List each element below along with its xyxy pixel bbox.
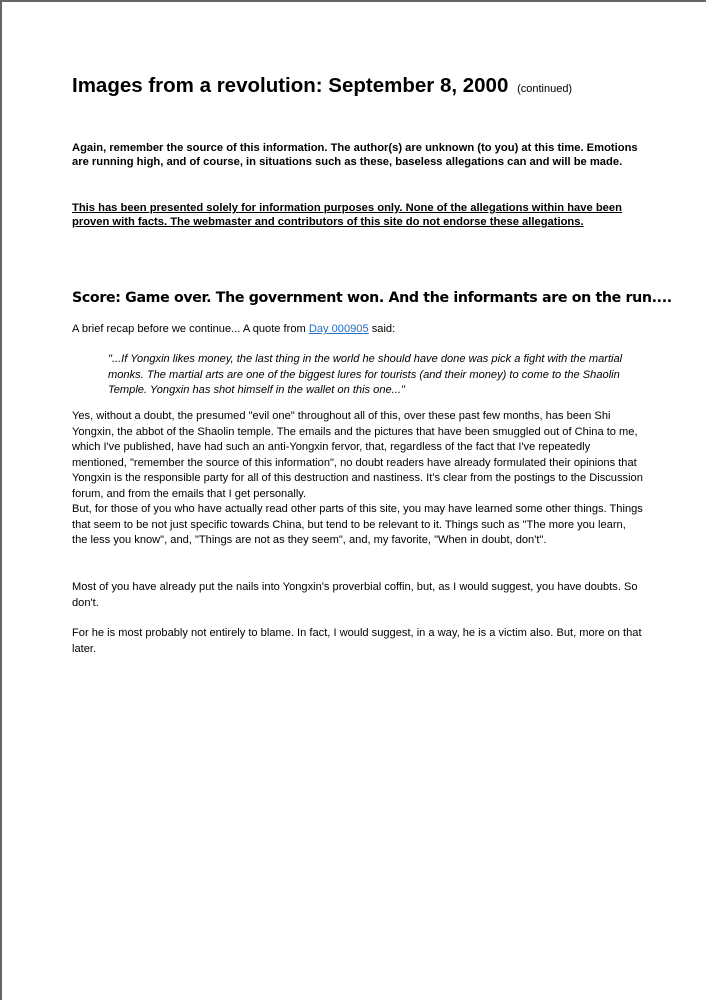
body-paragraph-3: Most of you have already put the nails into Yongxin's proverbial coffin, but, as I would suggest, you have doubts. So don't. (72, 581, 638, 609)
section-heading: Score: Game over. The government won. And the informants are on the run.... (72, 290, 672, 306)
source-warning: Again, remember the source of this information. The author(s) are unknown (to you) at this time. Emotions are running high, and of course, in situations such as these, baseless allegations can and will be made. (72, 142, 638, 168)
day-000905-link[interactable]: Day 000905 (308, 323, 369, 335)
body-paragraph-1: Yes, without a doubt, the presumed "evil one" throughout all of this, over these past few months, has been Shi Yongxin, the abbot of the Shaolin temple. The emails and the pictures that have been smuggled out of China to me, which I've published, have had such an anti-Yongxin fervor, that, regardless of the fact that I've repeatedly mentioned, "remember the source of this information", no doubt readers have already formulated their opinions that Yongxin is the responsible party for all of this destruction and nastiness. It's clear from the postings to the Discussion forum, and from the emails that I get personally. (72, 410, 643, 500)
page-title-suffix: (continued) (517, 83, 573, 95)
body-paragraph-4: For he is most probably not entirely to blame. In fact, I would suggest, in a way, he is a victim also. But, more on that later. (72, 627, 642, 655)
body-paragraph-2: But, for those of you who have actually read other parts of this site, you may have learned some other things. Things that seem to be not just specific towards China, but tend to be relevant to it. Things such as "The more you learn, the less you know", and, "Things are not as they seem", and, my favorite, "When in doubt, don't". (72, 503, 643, 546)
page-title (72, 74, 572, 98)
recap-prefix: A brief recap before we continue... A quote from (72, 323, 309, 335)
blockquote: "...If Yongxin likes money, the last thing in the world he should have done was pick a fight with the martial monks. The martial arts are one of the biggest lures for tourists (and their money) to come to the Shaolin Temple. Yongxin has shot himself in the wallet on this one..." (108, 353, 623, 396)
page-title-text: Images from a revolution: September 8, 2000 (72, 74, 509, 97)
disclaimer-notice: This has been presented solely for information purposes only. None of the allegations within have been proven with facts. The webmaster and contributors of this site do not endorse these allegations. (72, 202, 622, 228)
recap-paragraph (72, 322, 644, 338)
recap-suffix: said: (368, 323, 396, 335)
